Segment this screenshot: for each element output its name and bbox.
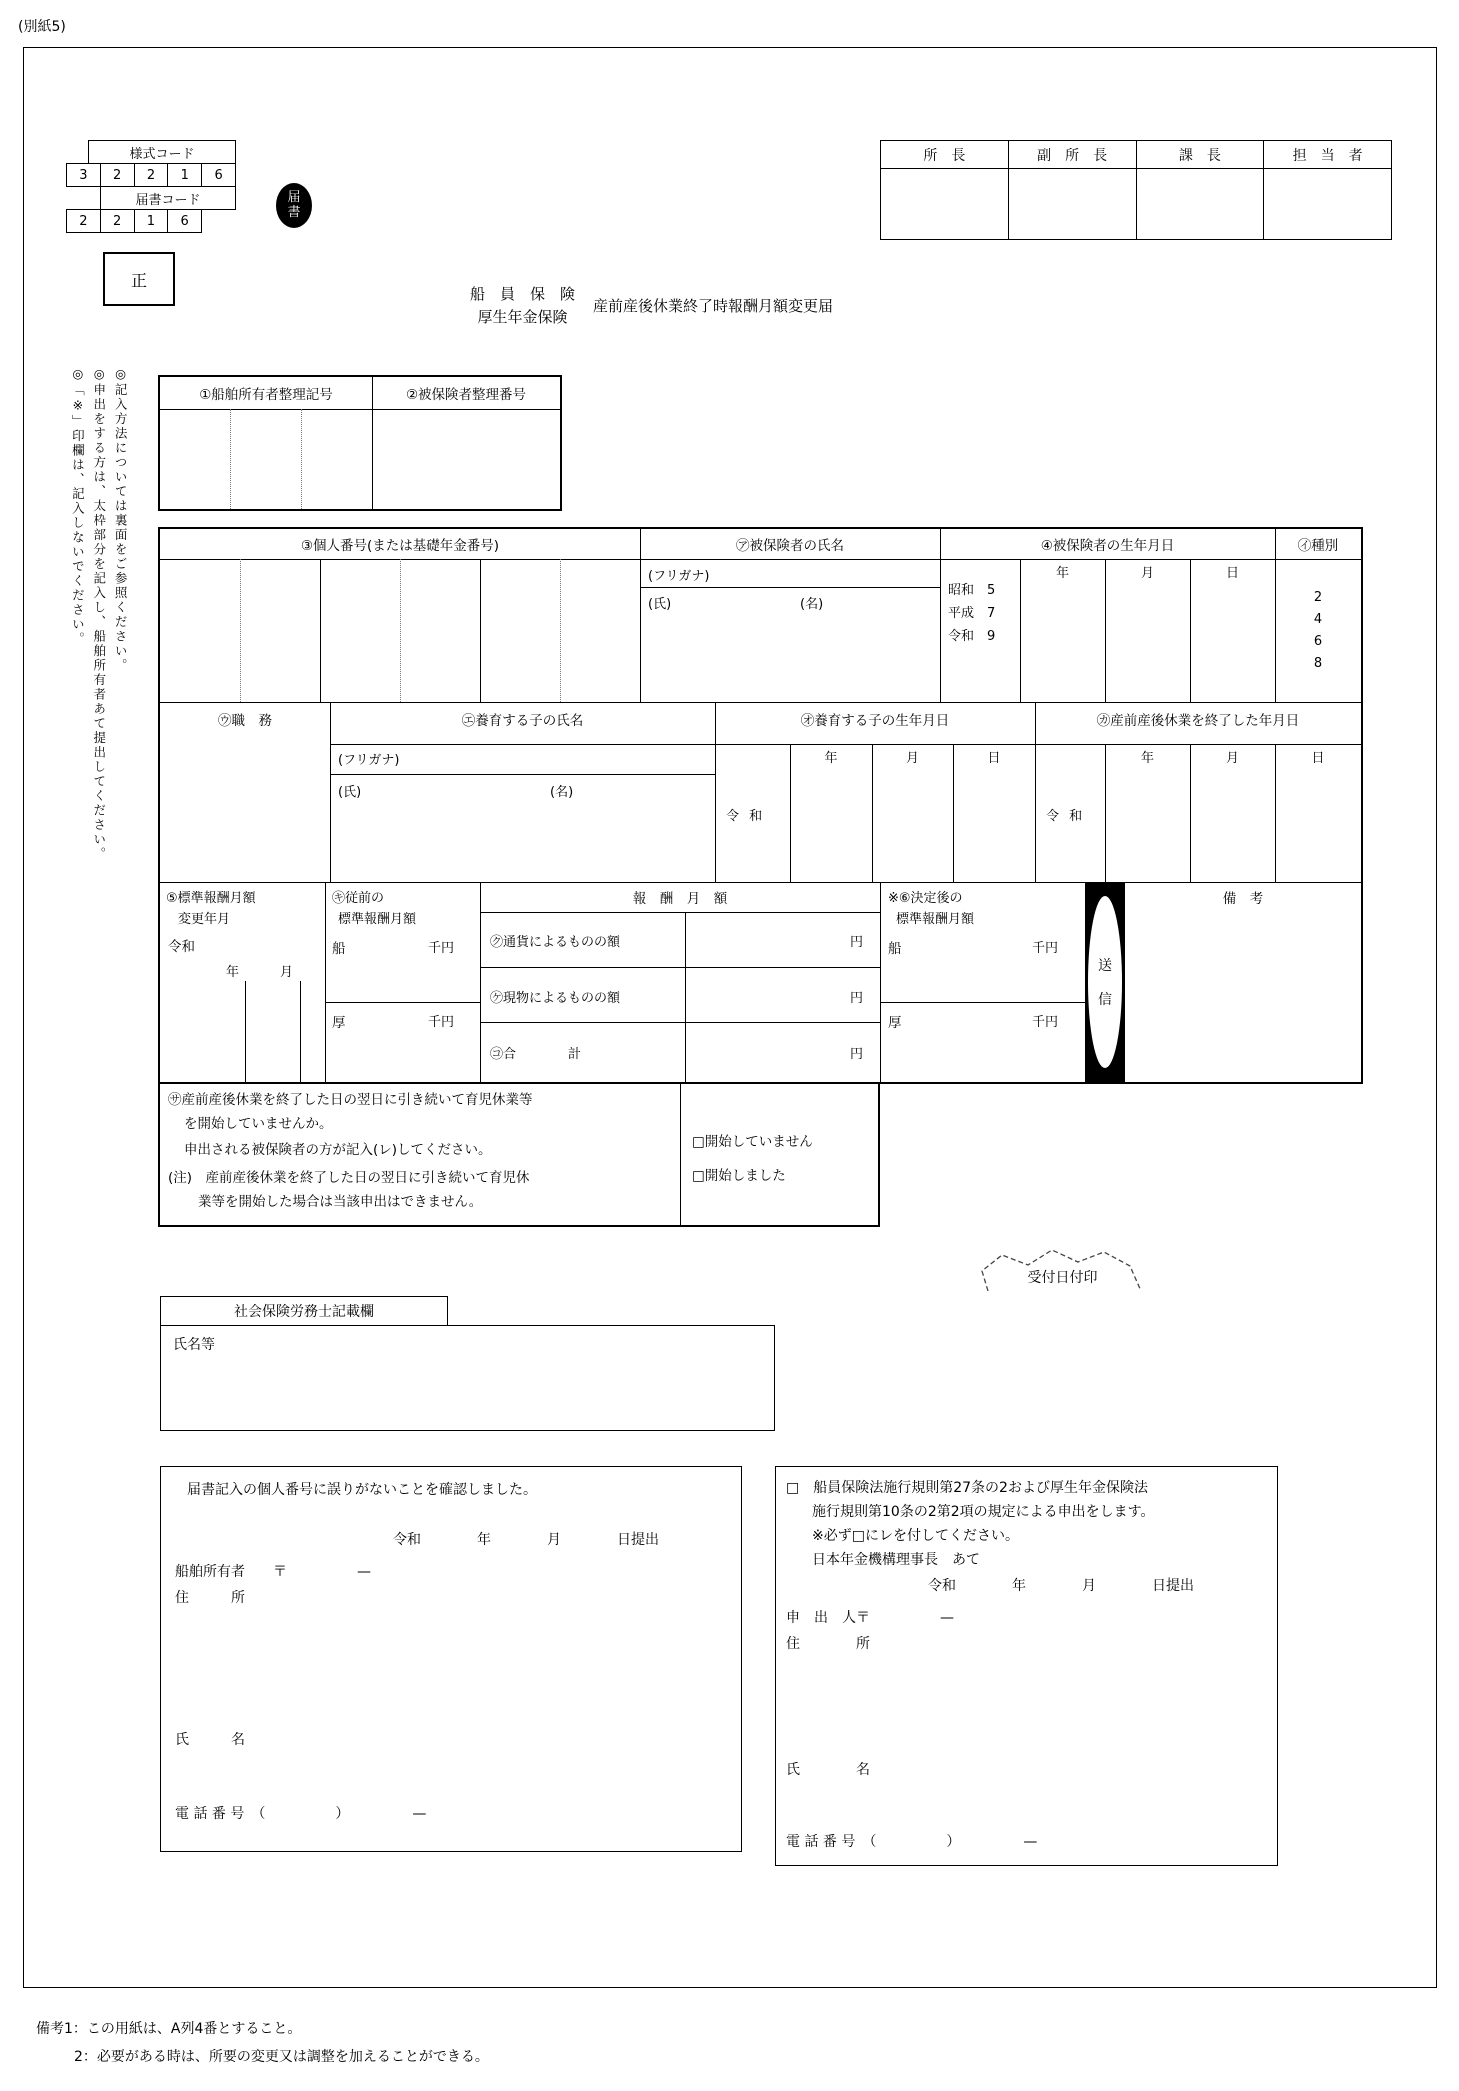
child-birth-input[interactable] (790, 766, 1035, 882)
insured-no-label: ②被保険者整理番号 (405, 387, 527, 403)
insured-name-input[interactable] (640, 587, 940, 702)
remarks-label: 備 考 (1222, 891, 1264, 907)
pension-label: 厚 (888, 1015, 902, 1031)
approval-cell[interactable] (1009, 169, 1137, 239)
divider (160, 702, 1361, 703)
inkind-amount-label: ㋘現物によるものの額 (490, 991, 621, 1006)
thousand-yen-label: 千円 (428, 1015, 455, 1030)
last-name-label: (氏) (648, 597, 672, 612)
address-label[interactable]: 住 所 (786, 1636, 870, 1652)
leave-end-label: ㋕産前産後休業を終了した年月日 (1096, 713, 1300, 729)
owner-declaration-box (160, 1466, 742, 1852)
type-label: ㋑種別 (1297, 538, 1339, 554)
submission-date-line[interactable]: 令和 年 月 日提出 (393, 1532, 659, 1548)
stamp-char: 届 (287, 190, 301, 206)
leave-end-input[interactable] (1105, 766, 1361, 882)
ship-owner-line[interactable]: 船舶所有者 〒 — (175, 1564, 371, 1580)
form-title (470, 283, 833, 330)
type-options[interactable] (1275, 563, 1361, 698)
month-label: 月 (1140, 565, 1154, 581)
previous-amount-label-2: 標準報酬月額 (338, 912, 417, 927)
reception-stamp-label: 受付日付印 (1027, 1270, 1098, 1286)
phone-number-line[interactable]: 電 話 番 号 （ ） — (175, 1806, 427, 1822)
type-option[interactable]: 2 (1313, 590, 1323, 605)
correction-box: 正 (103, 252, 175, 306)
childcare-started-option[interactable]: □開始しました (692, 1168, 786, 1184)
form-code-label: 届書コード (100, 186, 236, 210)
ship-label: 船 (888, 941, 902, 957)
insurance-title-line1: 船 員 保 険 (470, 285, 576, 303)
style-code-label: 様式コード (88, 140, 236, 164)
footer-remark-1: 備考1：この用紙は、A列4番とすること。 (36, 2021, 302, 2037)
approval-cell[interactable] (881, 169, 1009, 239)
child-name-label: ㋓養育する子の氏名 (461, 713, 584, 729)
side-notes (70, 366, 127, 1011)
previous-amount-label-1: ㋖従前の (332, 891, 385, 906)
insurance-title-line2: 厚生年金保険 (477, 308, 568, 327)
childcare-question-note: (注) 産前産後休業を終了した日の翌日に引き続いて育児休 (168, 1170, 530, 1186)
birth-date-label: ④被保険者の生年月日 (1040, 538, 1175, 554)
form-code-digit: 2 (67, 210, 101, 232)
phone-number-line[interactable]: 電 話 番 号 （ ） — (786, 1834, 1038, 1850)
form-code-digit: 6 (180, 213, 189, 229)
remuneration-header: 報 酬 月 額 (632, 891, 728, 907)
divider (880, 1002, 1085, 1003)
childcare-question-line: ㋚産前産後休業を終了した日の翌日に引き続いて育児休業等 (168, 1092, 533, 1108)
footer-remark-2: 2：必要がある時は、所要の変更又は調整を加えることができる。 (74, 2049, 489, 2065)
currency-amount-input[interactable] (685, 912, 845, 967)
insured-no-input[interactable] (372, 409, 560, 509)
approval-cell[interactable] (1137, 169, 1265, 239)
todokesho-stamp (276, 183, 312, 228)
form-code-digits (66, 209, 202, 233)
stamp-char: 書 (287, 204, 301, 220)
previous-amount-input[interactable] (325, 929, 480, 1082)
month-label: 月 (905, 750, 919, 766)
name-label[interactable]: 氏 名 (175, 1732, 245, 1748)
decided-amount-label-2: 標準報酬月額 (896, 912, 975, 927)
insured-name-label: ㋐被保険者の氏名 (736, 538, 844, 554)
furigana-label: (フリガナ) (338, 753, 400, 768)
yen-label: 円 (850, 991, 864, 1006)
approval-header-director: 所 長 (881, 141, 1009, 168)
thousand-yen-label: 千円 (1032, 1015, 1059, 1030)
childcare-question-note: 業等を開始した場合は当該申出はできません。 (198, 1194, 483, 1210)
style-code-digit: 6 (214, 167, 223, 183)
approval-header-deputy: 副 所 長 (1009, 141, 1137, 168)
month-label: 月 (1225, 750, 1239, 766)
day-label: 日 (1311, 750, 1325, 766)
change-month-label-1: ⑤標準報酬月額 (166, 891, 256, 906)
era-option: 平成 7 (948, 606, 996, 621)
side-note: ◎申出をする方は、太枠部分を記入し、船舶所有者あて提出してください。 (91, 366, 107, 862)
yen-label: 円 (850, 1047, 864, 1062)
child-birth-label: ㋔養育する子の生年月日 (800, 713, 950, 729)
address-label[interactable]: 住 所 (175, 1590, 245, 1606)
style-code-digit: 2 (135, 164, 169, 186)
day-label: 日 (987, 750, 1001, 766)
sr-consultant-box[interactable] (160, 1325, 775, 1431)
approval-cell[interactable] (1264, 169, 1391, 239)
decided-amount-label-1: ※⑥決定後の (888, 891, 963, 906)
applicant-line[interactable]: 申 出 人〒 — (786, 1610, 954, 1626)
type-option[interactable]: 6 (1313, 634, 1323, 649)
transmit-oval (1088, 896, 1122, 1068)
last-name-label: (氏) (338, 785, 362, 800)
addressee-line: 日本年金機構理事長 あて (812, 1552, 980, 1568)
main-table (158, 527, 1363, 1084)
era-option: 令和 9 (948, 629, 996, 644)
remarks-input[interactable] (1125, 910, 1361, 1082)
total-amount-input[interactable] (685, 1022, 845, 1082)
transmit-char: 送 (1098, 958, 1112, 974)
change-month-label-2: 変更年月 (178, 912, 231, 927)
child-name-input[interactable] (330, 774, 715, 882)
inkind-amount-input[interactable] (685, 967, 845, 1022)
divider (330, 744, 1361, 745)
thousand-yen-label: 千円 (1032, 941, 1059, 956)
era-reiwa-label: 令 和 (726, 809, 766, 824)
yen-label: 円 (850, 935, 864, 950)
childcare-question-section (158, 1082, 880, 1227)
statute-declaration-line: 施行規則第10条の2第2項の規定による申出をします。 (812, 1504, 1155, 1520)
year-label: 年 (226, 965, 240, 980)
section-registration-codes (158, 375, 562, 511)
era-option: 昭和 5 (948, 583, 996, 598)
owner-code-input[interactable] (160, 409, 372, 509)
style-code-digit: 1 (168, 164, 202, 186)
ship-label: 船 (332, 941, 346, 957)
year-label: 年 (824, 750, 838, 766)
applicant-declaration-box (775, 1466, 1278, 1866)
approval-header-chief: 課 長 (1137, 141, 1265, 168)
divider (880, 882, 881, 1082)
day-label: 日 (1225, 565, 1239, 581)
form-name: 産前産後休業終了時報酬月額変更届 (593, 297, 834, 315)
occupation-input[interactable] (160, 732, 330, 882)
style-code-digit: 3 (67, 164, 101, 186)
approval-header-staff: 担 当 者 (1292, 147, 1363, 164)
first-name-label: (名) (800, 597, 824, 612)
side-note: ◎「※」印欄は、記入しないでください。 (70, 366, 86, 647)
thousand-yen-label: 千円 (428, 941, 455, 956)
birth-date-input[interactable] (1020, 581, 1275, 702)
change-era-label: 令和 (168, 939, 195, 955)
first-name-label: (名) (550, 785, 574, 800)
sr-name-label: 氏名等 (173, 1337, 215, 1353)
furigana-label: (フリガナ) (648, 569, 710, 584)
submission-date-line[interactable]: 令和 年 月 日提出 (928, 1578, 1194, 1594)
total-amount-label: ㋙合 計 (490, 1047, 582, 1062)
owner-code-label: ①船舶所有者整理記号 (199, 387, 333, 403)
style-code-digit: 2 (101, 164, 135, 186)
form-code-digit: 2 (101, 210, 135, 232)
style-code-digits (66, 163, 236, 187)
name-label[interactable]: 氏 名 (786, 1762, 870, 1778)
personal-number-confirmation: 届書記入の個人番号に誤りがないことを確認しました。 (187, 1482, 537, 1498)
sr-consultant-header: 社会保険労務士記載欄 (160, 1296, 448, 1326)
personal-number-label: ③個人番号(または基礎年金番号) (300, 538, 500, 554)
transmit-bar (1085, 882, 1125, 1082)
attachment-label: (別紙5) (18, 19, 66, 35)
pension-label: 厚 (332, 1015, 346, 1031)
childcare-question-line: を開始していませんか。 (184, 1116, 333, 1132)
divider (680, 1082, 681, 1225)
type-option[interactable]: 4 (1313, 612, 1323, 627)
month-label: 月 (280, 965, 294, 980)
childcare-question-line: 申出される被保険者の方が記入(レ)してください。 (184, 1142, 492, 1158)
checkbox-instruction: ※必ず□にレを付してください。 (812, 1528, 1019, 1544)
form-code-digit: 1 (135, 210, 169, 232)
occupation-label: ㋒職 務 (218, 713, 272, 729)
currency-amount-label: ㋗通貨によるものの額 (490, 935, 621, 950)
childcare-not-started-option[interactable]: □開始していません (692, 1134, 813, 1150)
side-note: ◎記入方法については裏面をご参照ください。 (113, 366, 129, 673)
approval-table (880, 140, 1392, 240)
year-label: 年 (1055, 565, 1069, 581)
statute-declaration-checkbox-line[interactable]: □ 船員保険法施行規則第27条の2および厚生年金保険法 (786, 1480, 1148, 1496)
era-options (948, 579, 995, 648)
era-reiwa-label: 令 和 (1046, 809, 1086, 824)
year-label: 年 (1140, 750, 1154, 766)
change-month-input[interactable] (160, 981, 325, 1082)
type-option[interactable]: 8 (1313, 656, 1323, 671)
transmit-char: 信 (1098, 992, 1112, 1008)
personal-number-input[interactable] (160, 559, 640, 702)
reception-stamp (980, 1243, 1145, 1295)
